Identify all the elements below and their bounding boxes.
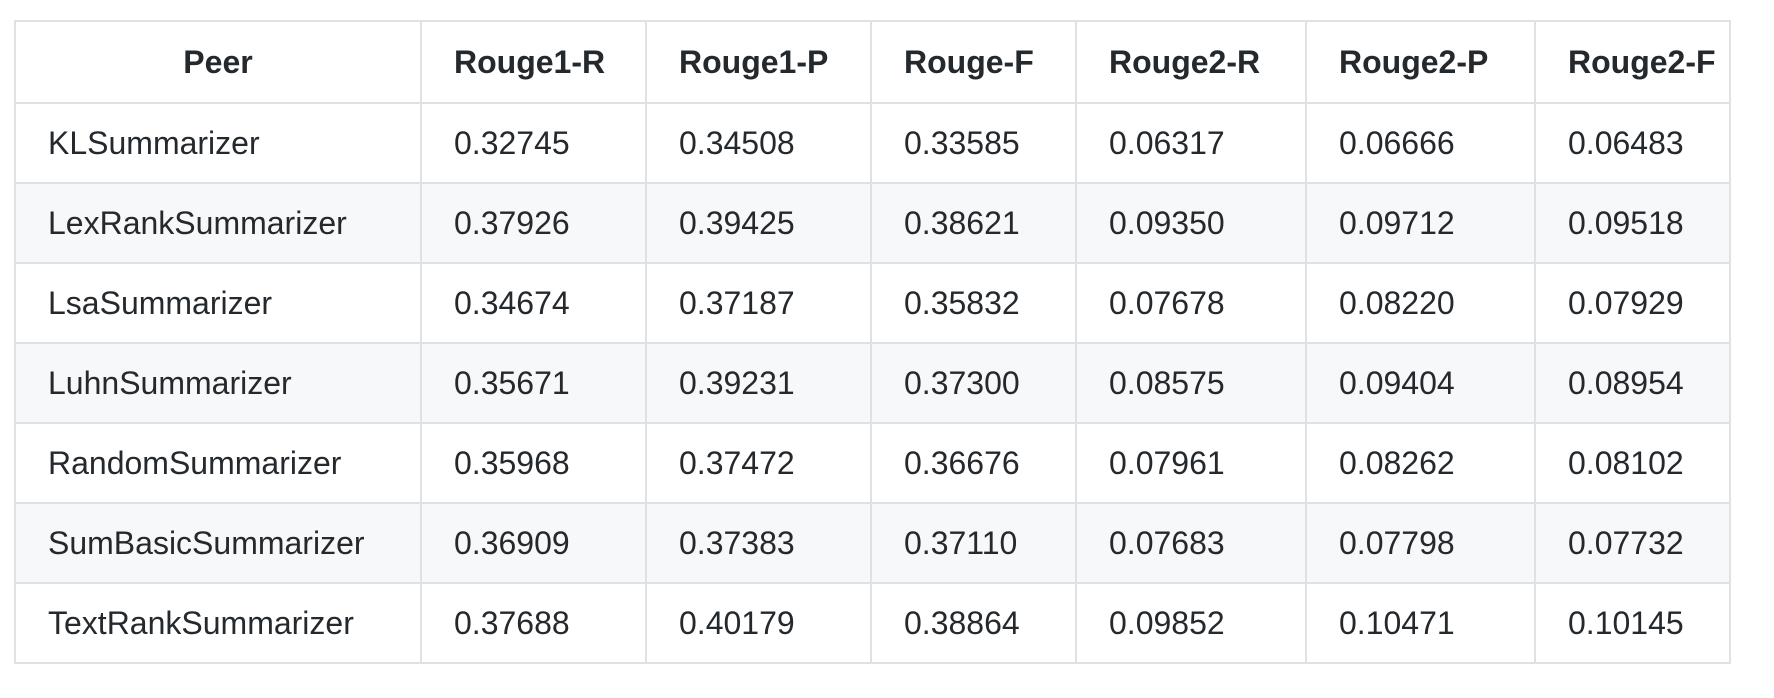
cell-peer: LsaSummarizer [15,263,421,343]
cell-rouge1-p: 0.37383 [646,503,871,583]
cell-rouge1-r: 0.32745 [421,103,646,183]
column-header-rouge2-p: Rouge2-P [1306,21,1535,103]
cell-peer: SumBasicSummarizer [15,503,421,583]
cell-rouge1-p: 0.37187 [646,263,871,343]
cell-rouge1-r: 0.35671 [421,343,646,423]
cell-rouge2-f: 0.10145 [1535,583,1730,663]
table-header-row [15,21,1730,103]
cell-rouge1-p: 0.39425 [646,183,871,263]
cell-rouge1-p: 0.34508 [646,103,871,183]
cell-rouge2-f: 0.06483 [1535,103,1730,183]
cell-rouge1-p: 0.39231 [646,343,871,423]
column-header-rouge1-p: Rouge1-P [646,21,871,103]
table-row [15,103,1730,183]
cell-peer: KLSummarizer [15,103,421,183]
cell-rouge1-r: 0.37688 [421,583,646,663]
cell-rouge2-r: 0.07678 [1076,263,1306,343]
cell-rouge2-f: 0.08102 [1535,423,1730,503]
cell-rouge2-f: 0.07732 [1535,503,1730,583]
cell-rouge2-r: 0.09350 [1076,183,1306,263]
cell-rouge2-f: 0.09518 [1535,183,1730,263]
table-row [15,503,1730,583]
column-header-rouge2-f: Rouge2-F [1535,21,1730,103]
cell-peer: RandomSummarizer [15,423,421,503]
cell-rouge2-p: 0.08262 [1306,423,1535,503]
cell-rouge2-r: 0.09852 [1076,583,1306,663]
results-table-container [14,20,1731,664]
cell-rouge-f: 0.33585 [871,103,1076,183]
cell-rouge1-p: 0.40179 [646,583,871,663]
cell-rouge-f: 0.38621 [871,183,1076,263]
cell-rouge-f: 0.37300 [871,343,1076,423]
cell-rouge2-f: 0.07929 [1535,263,1730,343]
cell-peer: LuhnSummarizer [15,343,421,423]
cell-rouge1-r: 0.35968 [421,423,646,503]
column-header-rouge2-r: Rouge2-R [1076,21,1306,103]
rouge-results-table [14,20,1731,664]
cell-rouge2-p: 0.07798 [1306,503,1535,583]
cell-rouge-f: 0.36676 [871,423,1076,503]
table-row [15,423,1730,503]
table-row [15,183,1730,263]
cell-rouge1-r: 0.36909 [421,503,646,583]
cell-rouge1-p: 0.37472 [646,423,871,503]
cell-rouge2-r: 0.07683 [1076,503,1306,583]
cell-peer: TextRankSummarizer [15,583,421,663]
cell-rouge2-p: 0.06666 [1306,103,1535,183]
cell-rouge2-p: 0.09712 [1306,183,1535,263]
column-header-rouge-f: Rouge-F [871,21,1076,103]
cell-rouge-f: 0.35832 [871,263,1076,343]
column-header-rouge1-r: Rouge1-R [421,21,646,103]
cell-rouge2-f: 0.08954 [1535,343,1730,423]
table-row [15,343,1730,423]
table-row [15,583,1730,663]
table-row [15,263,1730,343]
cell-rouge2-r: 0.07961 [1076,423,1306,503]
cell-rouge2-p: 0.09404 [1306,343,1535,423]
column-header-peer: Peer [15,21,421,103]
cell-rouge1-r: 0.37926 [421,183,646,263]
cell-rouge2-p: 0.10471 [1306,583,1535,663]
cell-rouge-f: 0.38864 [871,583,1076,663]
cell-rouge2-r: 0.06317 [1076,103,1306,183]
cell-rouge2-p: 0.08220 [1306,263,1535,343]
cell-rouge2-r: 0.08575 [1076,343,1306,423]
cell-rouge-f: 0.37110 [871,503,1076,583]
cell-rouge1-r: 0.34674 [421,263,646,343]
cell-peer: LexRankSummarizer [15,183,421,263]
